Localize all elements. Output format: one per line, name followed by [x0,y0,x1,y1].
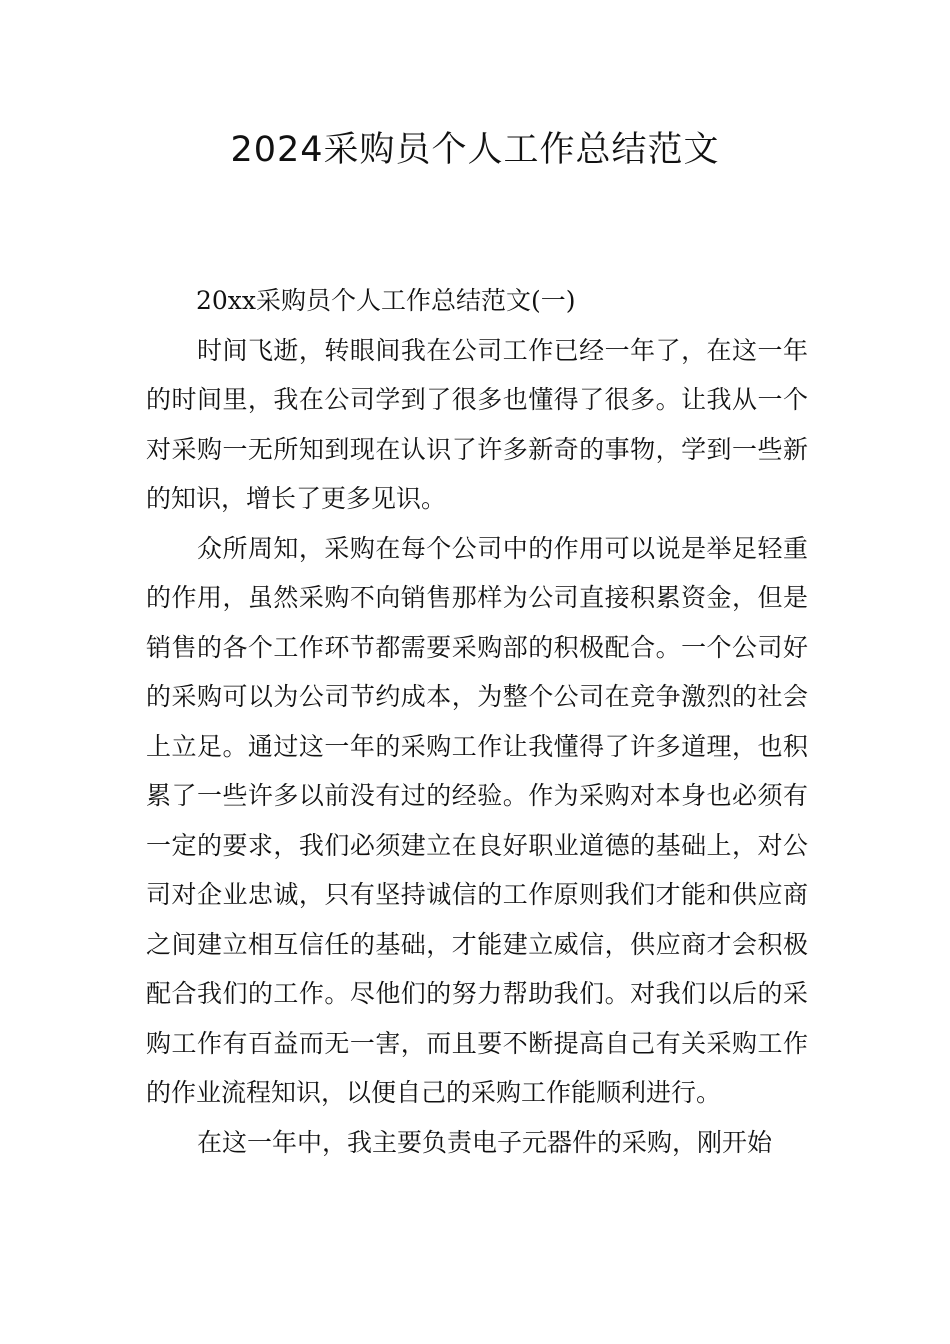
section-subtitle: 20xx采购员个人工作总结范文(一) [196,286,576,315]
paragraph-2: 众所周知，采购在每个公司中的作用可以说是举足轻重的作用，虽然采购不向销售那样为公司直接积累资金，但是销售的各个工作环节都需要采购部的积极配合。一个公司好的采购可以为公司节约成本，为整个公司在竞争激烈的社会上立足。通过这一年的采购工作让我懂得了许多道理，也积累了一些许多以前没有过的经验。作为采购对本身也必须有一定的要求，我们必须建立在良好职业道德的基础上，对公司对企业忠诚，只有坚持诚信的工作原则我们才能和供应商之间建立相互信任的基础，才能建立威信，供应商才会积极配合我们的工作。尽他们的努力帮助我们。对我们以后的采购工作有百益而无一害，而且要不断提高自己有关采购工作的作业流程知识，以便自己的采购工作能顺利进行。 [146,533,808,1107]
document-body [146,276,808,1167]
document-title: 2024采购员个人工作总结范文 [230,130,720,170]
paragraph-3: 在这一年中，我主要负责电子元器件的采购，刚开始 [197,1127,773,1157]
paragraph-1: 时间飞逝，转眼间我在公司工作已经一年了，在这一年的时间里，我在公司学到了很多也懂得了很多。让我从一个对采购一无所知到现在认识了许多新奇的事物，学到一些新的知识，增长了更多见识。 [146,335,808,513]
